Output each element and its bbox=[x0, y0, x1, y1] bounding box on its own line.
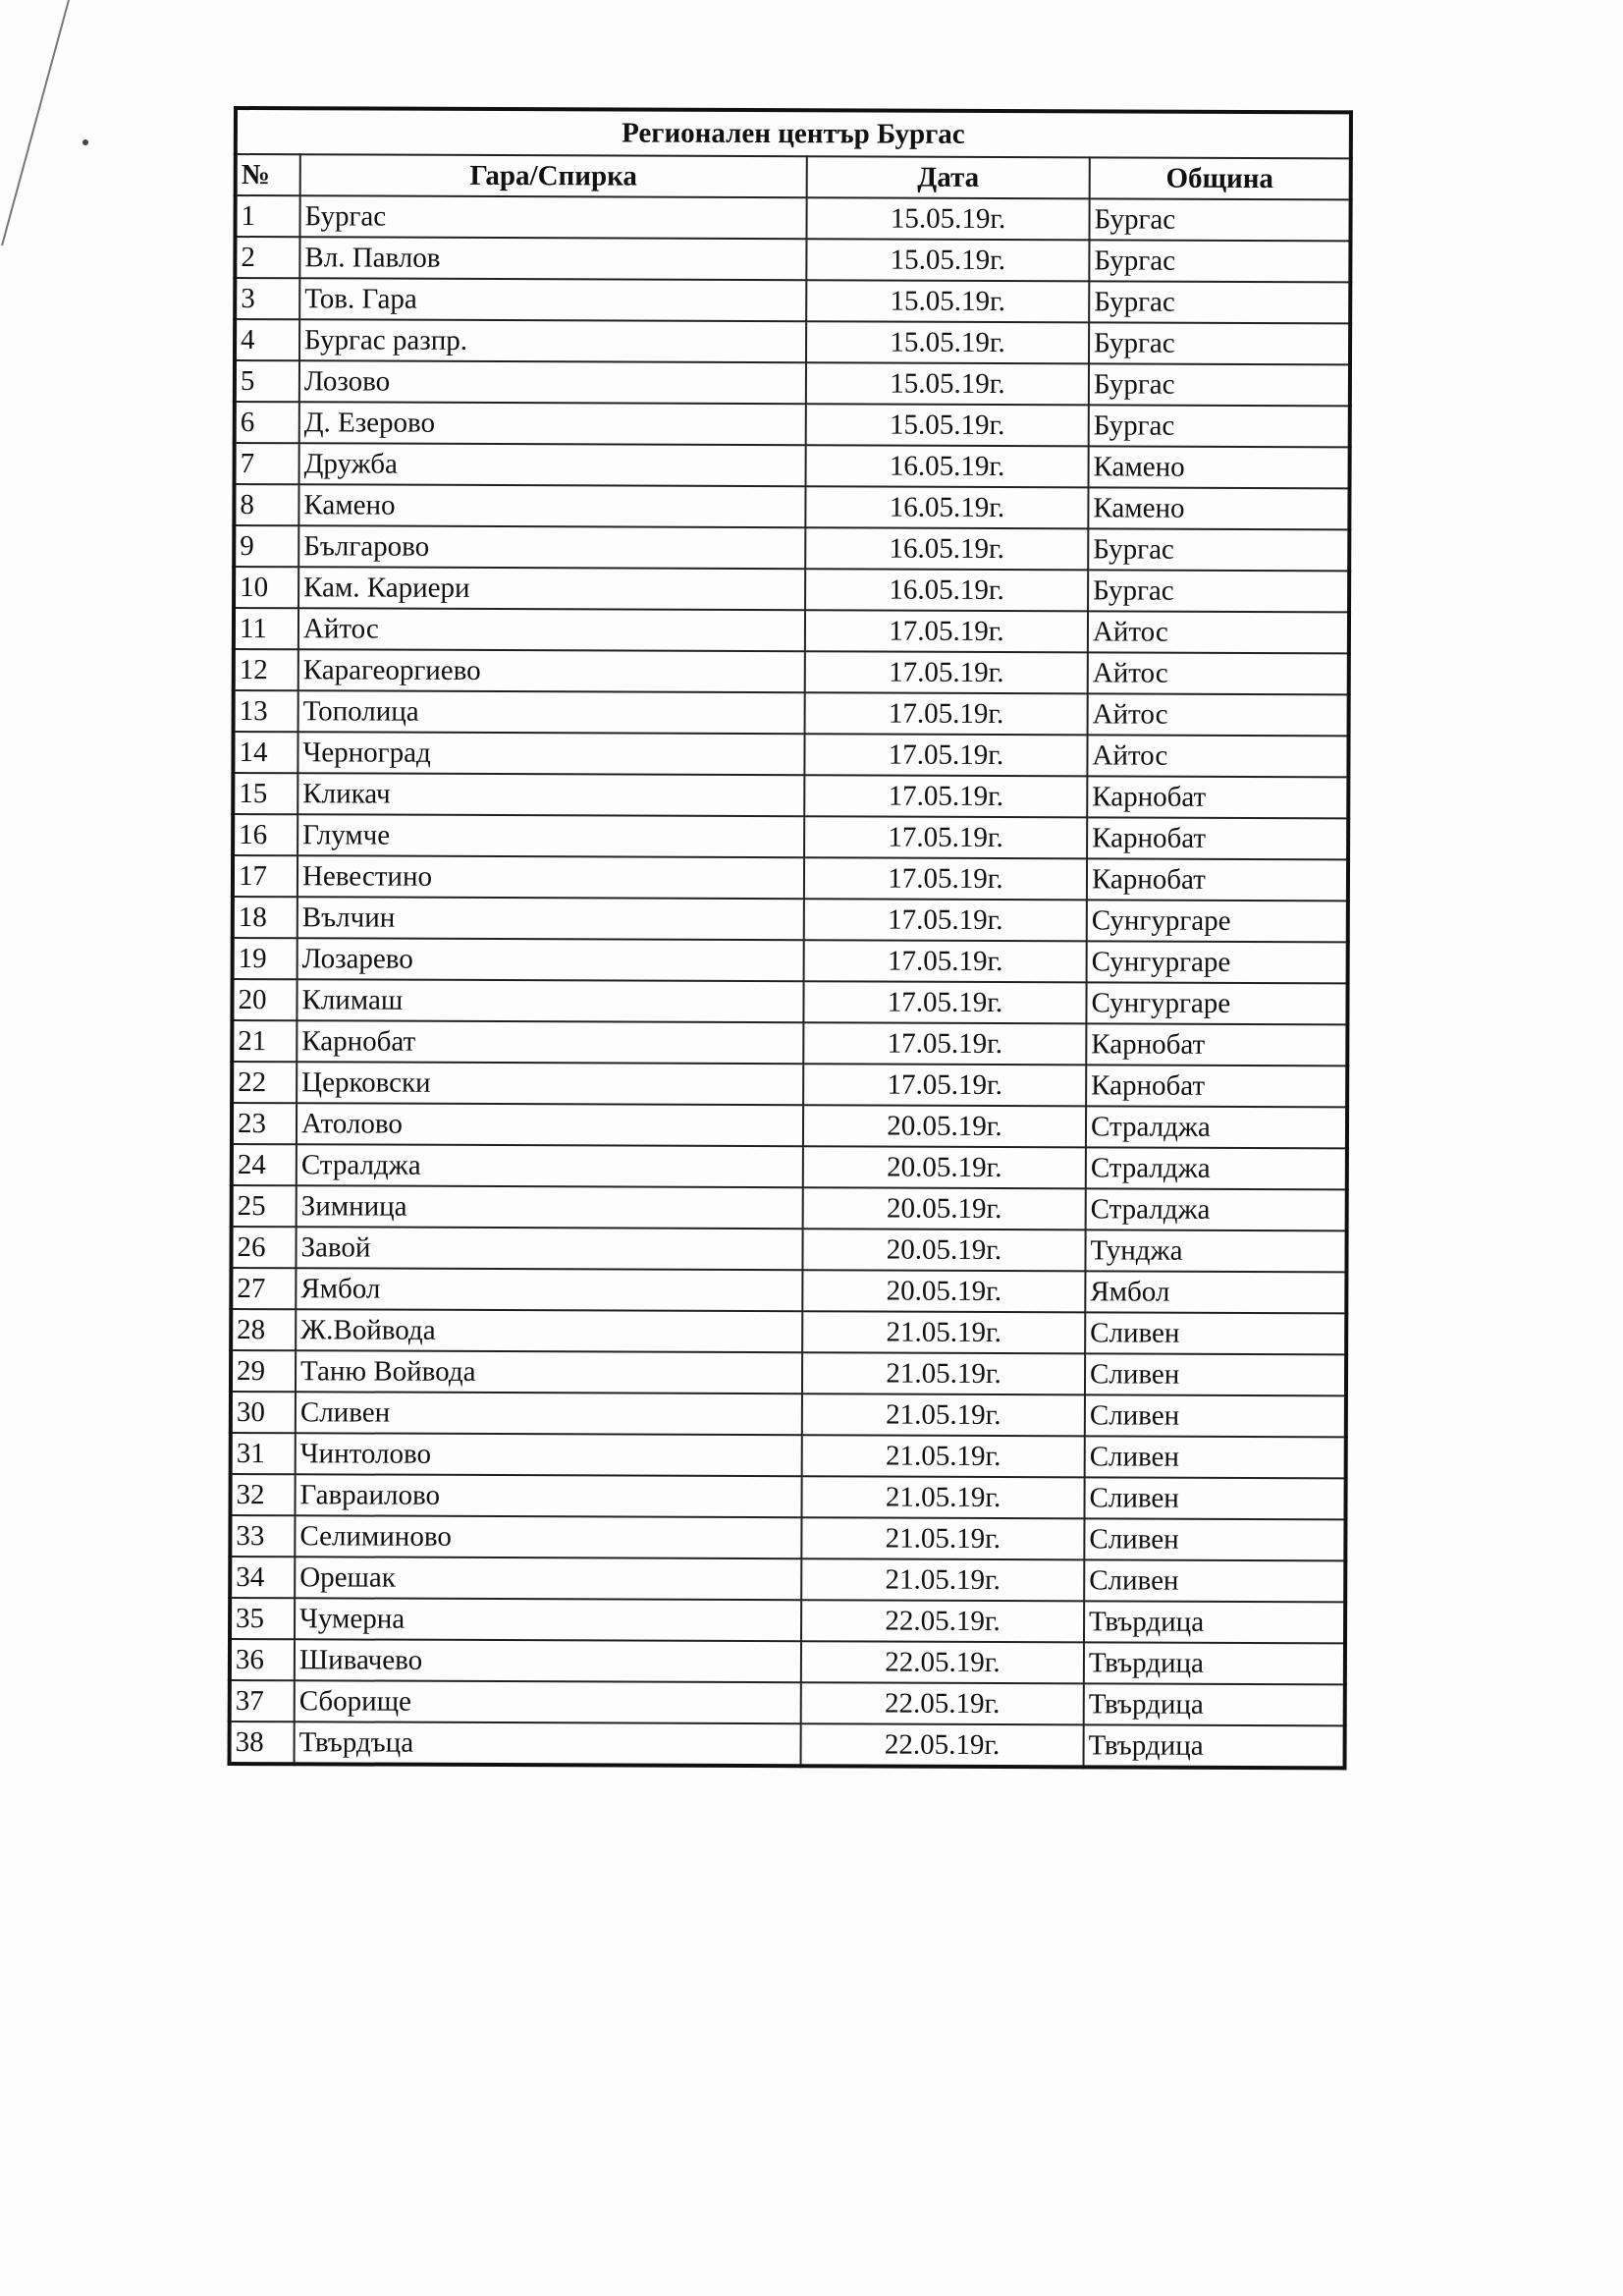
row-date: 21.05.19г. bbox=[802, 1435, 1085, 1477]
row-number: 14 bbox=[233, 732, 298, 773]
row-date: 16.05.19г. bbox=[805, 569, 1088, 611]
row-number: 4 bbox=[235, 319, 299, 360]
table-row bbox=[234, 608, 1349, 653]
row-stop: Стралджа bbox=[297, 1144, 803, 1187]
row-stop: Церковски bbox=[297, 1062, 803, 1105]
table-row bbox=[233, 897, 1348, 942]
row-number: 33 bbox=[230, 1515, 295, 1557]
row-stop: Камено bbox=[298, 484, 805, 527]
row-date: 21.05.19г. bbox=[802, 1352, 1085, 1394]
row-number: 34 bbox=[230, 1557, 295, 1598]
row-number: 31 bbox=[231, 1433, 296, 1474]
table-row bbox=[235, 360, 1350, 406]
schedule-table-wrapper bbox=[228, 106, 1349, 1770]
title-row bbox=[236, 108, 1351, 158]
row-municipality: Айтос bbox=[1088, 611, 1349, 653]
row-date: 17.05.19г. bbox=[803, 1022, 1086, 1065]
table-row bbox=[233, 732, 1348, 777]
row-stop: Шивачево bbox=[295, 1639, 801, 1682]
row-date: 20.05.19г. bbox=[803, 1146, 1086, 1188]
table-row bbox=[232, 1062, 1347, 1107]
row-stop: Орешак bbox=[295, 1557, 801, 1600]
scan-speck bbox=[82, 139, 88, 145]
row-municipality: Карнобат bbox=[1087, 858, 1348, 901]
row-municipality: Бургас bbox=[1088, 570, 1349, 612]
row-date: 16.05.19г. bbox=[805, 527, 1088, 570]
row-date: 16.05.19г. bbox=[805, 486, 1088, 528]
row-date: 21.05.19г. bbox=[801, 1517, 1084, 1559]
row-stop: Сборище bbox=[295, 1680, 801, 1723]
row-municipality: Сливен bbox=[1085, 1353, 1346, 1395]
header-number: № bbox=[236, 154, 300, 195]
row-date: 15.05.19г. bbox=[806, 280, 1089, 322]
table-row bbox=[233, 855, 1348, 901]
table-row bbox=[235, 443, 1350, 488]
header-stop: Гара/Спирка bbox=[300, 154, 807, 197]
row-date: 17.05.19г. bbox=[805, 692, 1088, 735]
row-date: 17.05.19г. bbox=[804, 775, 1087, 817]
row-number: 26 bbox=[231, 1227, 296, 1268]
row-number: 2 bbox=[235, 237, 299, 278]
row-municipality: Сливен bbox=[1085, 1394, 1346, 1437]
row-municipality: Айтос bbox=[1088, 693, 1349, 736]
row-date: 21.05.19г. bbox=[802, 1311, 1085, 1353]
row-municipality: Тунджа bbox=[1085, 1230, 1346, 1272]
row-date: 21.05.19г. bbox=[801, 1476, 1084, 1518]
row-date: 17.05.19г. bbox=[804, 857, 1087, 900]
table-row bbox=[235, 319, 1350, 364]
row-stop: Невестино bbox=[298, 855, 804, 899]
row-number: 27 bbox=[231, 1268, 296, 1309]
table-row bbox=[233, 773, 1348, 818]
row-municipality: Карнобат bbox=[1087, 776, 1348, 818]
row-municipality: Бургас bbox=[1089, 363, 1350, 406]
row-number: 3 bbox=[235, 278, 299, 319]
row-stop: Зимница bbox=[297, 1185, 803, 1229]
row-municipality: Бургас bbox=[1089, 281, 1350, 323]
row-municipality: Сунгургаре bbox=[1087, 900, 1348, 942]
header-row bbox=[236, 154, 1351, 199]
row-municipality: Карнобат bbox=[1086, 1023, 1347, 1066]
table-row bbox=[233, 938, 1348, 983]
row-municipality: Сливен bbox=[1084, 1559, 1345, 1602]
row-number: 32 bbox=[230, 1474, 295, 1515]
row-stop: Българово bbox=[298, 525, 805, 569]
table-row bbox=[234, 525, 1349, 571]
scan-edge-mark bbox=[0, 0, 88, 255]
row-municipality: Сливен bbox=[1085, 1436, 1346, 1478]
row-stop: Вълчин bbox=[298, 897, 804, 940]
row-municipality: Стралджа bbox=[1086, 1147, 1347, 1189]
table-row bbox=[235, 237, 1350, 282]
row-number: 23 bbox=[232, 1103, 297, 1144]
row-municipality: Камено bbox=[1089, 446, 1350, 488]
row-date: 20.05.19г. bbox=[803, 1105, 1086, 1147]
table-row bbox=[231, 1309, 1346, 1354]
schedule-table bbox=[228, 106, 1354, 1770]
row-number: 36 bbox=[230, 1639, 295, 1680]
row-number: 6 bbox=[235, 402, 299, 443]
header-municipality: Община bbox=[1090, 157, 1351, 199]
row-number: 37 bbox=[230, 1680, 295, 1722]
table-row bbox=[231, 1433, 1346, 1478]
row-municipality: Стралджа bbox=[1086, 1188, 1347, 1230]
row-stop: Кликач bbox=[298, 773, 804, 816]
row-date: 22.05.19г. bbox=[801, 1600, 1084, 1642]
row-stop: Глумче bbox=[298, 814, 804, 857]
header-date: Дата bbox=[807, 156, 1090, 198]
row-stop: Климаш bbox=[297, 979, 803, 1022]
row-stop: Сливен bbox=[296, 1392, 802, 1435]
row-municipality: Айтос bbox=[1087, 735, 1348, 777]
table-row bbox=[230, 1474, 1345, 1519]
row-date: 15.05.19г. bbox=[806, 362, 1089, 405]
row-stop: Ямбол bbox=[296, 1268, 802, 1311]
row-municipality: Бургас bbox=[1088, 528, 1349, 571]
row-number: 19 bbox=[233, 938, 298, 979]
row-stop: Вл. Павлов bbox=[299, 237, 806, 280]
row-number: 16 bbox=[233, 814, 298, 855]
table-row bbox=[235, 195, 1350, 241]
table-row bbox=[232, 1103, 1347, 1148]
row-municipality: Твърдица bbox=[1084, 1601, 1345, 1643]
row-date: 20.05.19г. bbox=[802, 1229, 1085, 1271]
table-row bbox=[232, 1144, 1347, 1189]
row-number: 18 bbox=[233, 897, 298, 938]
row-date: 20.05.19г. bbox=[803, 1187, 1086, 1230]
table-row bbox=[230, 1722, 1345, 1768]
table-row bbox=[231, 1268, 1346, 1313]
row-date: 15.05.19г. bbox=[806, 321, 1089, 363]
row-number: 8 bbox=[234, 484, 298, 525]
row-stop: Атолово bbox=[297, 1103, 803, 1146]
row-date: 22.05.19г. bbox=[801, 1723, 1084, 1767]
row-number: 21 bbox=[232, 1020, 297, 1062]
row-stop: Гавраилово bbox=[295, 1474, 801, 1517]
row-number: 24 bbox=[232, 1144, 297, 1185]
row-date: 15.05.19г. bbox=[806, 239, 1089, 281]
table-row bbox=[234, 649, 1349, 694]
row-stop: Кам. Кариери bbox=[298, 567, 805, 610]
row-stop: Тов. Гара bbox=[299, 278, 806, 321]
table-row bbox=[234, 567, 1349, 612]
row-number: 11 bbox=[234, 608, 298, 649]
table-row bbox=[231, 1227, 1346, 1272]
row-stop: Тополица bbox=[298, 690, 805, 734]
table-row bbox=[230, 1639, 1345, 1684]
row-municipality: Сливен bbox=[1085, 1312, 1346, 1354]
table-row bbox=[233, 814, 1348, 859]
row-municipality: Бургас bbox=[1089, 405, 1350, 447]
row-stop: Лозово bbox=[299, 360, 806, 404]
row-date: 17.05.19г. bbox=[803, 1064, 1086, 1106]
row-number: 9 bbox=[234, 525, 298, 567]
row-stop: Чумерна bbox=[295, 1598, 801, 1641]
row-municipality: Карнобат bbox=[1087, 817, 1348, 859]
row-date: 15.05.19г. bbox=[806, 404, 1089, 446]
row-stop: Чинтолово bbox=[296, 1433, 802, 1476]
row-number: 1 bbox=[235, 195, 299, 237]
row-stop: Лозарево bbox=[298, 938, 804, 981]
table-row bbox=[232, 1185, 1347, 1230]
table-row bbox=[235, 402, 1350, 447]
row-municipality: Камено bbox=[1088, 487, 1349, 529]
table-row bbox=[235, 278, 1350, 323]
row-date: 15.05.19г. bbox=[806, 197, 1089, 240]
row-date: 22.05.19г. bbox=[801, 1682, 1084, 1724]
row-stop: Завой bbox=[296, 1227, 802, 1270]
row-stop: Ж.Войвода bbox=[296, 1309, 802, 1352]
row-number: 35 bbox=[230, 1598, 295, 1639]
table-row bbox=[230, 1680, 1345, 1725]
table-body bbox=[230, 195, 1351, 1768]
table-row bbox=[230, 1557, 1345, 1602]
row-date: 17.05.19г. bbox=[805, 610, 1088, 652]
row-municipality: Айтос bbox=[1088, 652, 1349, 694]
row-stop: Таню Войвода bbox=[296, 1350, 802, 1394]
row-municipality: Твърдица bbox=[1084, 1724, 1345, 1768]
row-stop: Карнобат bbox=[297, 1020, 803, 1064]
row-municipality: Стралджа bbox=[1086, 1106, 1347, 1148]
row-date: 21.05.19г. bbox=[802, 1394, 1085, 1436]
row-number: 22 bbox=[232, 1062, 297, 1103]
row-date: 16.05.19г. bbox=[806, 445, 1089, 487]
row-stop: Бургас bbox=[299, 195, 806, 239]
row-municipality: Сливен bbox=[1084, 1477, 1345, 1519]
row-date: 17.05.19г. bbox=[804, 816, 1087, 858]
row-stop: Карагеоргиево bbox=[298, 649, 805, 692]
table-row bbox=[230, 1515, 1345, 1560]
row-stop: Селиминово bbox=[295, 1515, 801, 1558]
row-date: 17.05.19г. bbox=[804, 899, 1087, 941]
row-number: 10 bbox=[234, 567, 298, 608]
row-stop: Черноград bbox=[298, 732, 804, 775]
row-date: 20.05.19г. bbox=[802, 1270, 1085, 1312]
row-municipality: Карнобат bbox=[1086, 1065, 1347, 1107]
row-number: 17 bbox=[233, 855, 298, 897]
table-row bbox=[230, 1598, 1345, 1643]
row-number: 20 bbox=[232, 979, 297, 1020]
row-number: 7 bbox=[235, 443, 299, 484]
row-date: 17.05.19г. bbox=[804, 734, 1087, 776]
row-municipality: Бургас bbox=[1089, 240, 1350, 282]
row-stop: Д. Езерово bbox=[299, 402, 806, 445]
table-row bbox=[231, 1392, 1346, 1437]
row-stop: Твърдъца bbox=[295, 1722, 801, 1766]
row-municipality: Сунгургаре bbox=[1087, 941, 1348, 983]
row-municipality: Твърдица bbox=[1084, 1683, 1345, 1725]
row-municipality: Бургас bbox=[1089, 198, 1350, 241]
row-number: 25 bbox=[232, 1185, 297, 1227]
row-date: 21.05.19г. bbox=[801, 1558, 1084, 1601]
row-municipality: Сливен bbox=[1084, 1518, 1345, 1560]
row-municipality: Сунгургаре bbox=[1086, 982, 1347, 1024]
table-row bbox=[232, 979, 1347, 1024]
row-number: 30 bbox=[231, 1392, 296, 1433]
row-date: 17.05.19г. bbox=[805, 651, 1088, 693]
table-title: Регионален център Бургас bbox=[236, 108, 1351, 158]
row-number: 38 bbox=[230, 1722, 295, 1764]
row-stop: Айтос bbox=[298, 608, 805, 651]
row-municipality: Ямбол bbox=[1085, 1271, 1346, 1313]
row-number: 13 bbox=[234, 690, 298, 732]
row-number: 28 bbox=[231, 1309, 296, 1350]
row-municipality: Твърдица bbox=[1084, 1642, 1345, 1684]
row-municipality: Бургас bbox=[1089, 322, 1350, 364]
table-row bbox=[234, 484, 1349, 529]
row-date: 17.05.19г. bbox=[804, 940, 1087, 982]
table-row bbox=[232, 1020, 1347, 1066]
row-number: 12 bbox=[234, 649, 298, 690]
row-stop: Бургас разпр. bbox=[299, 319, 806, 362]
row-number: 29 bbox=[231, 1350, 296, 1392]
row-number: 15 bbox=[233, 773, 298, 814]
table-row bbox=[231, 1350, 1346, 1395]
row-date: 17.05.19г. bbox=[803, 981, 1086, 1023]
row-stop: Дружба bbox=[299, 443, 806, 486]
table-row bbox=[234, 690, 1349, 736]
row-number: 5 bbox=[235, 360, 299, 402]
row-date: 22.05.19г. bbox=[801, 1641, 1084, 1683]
